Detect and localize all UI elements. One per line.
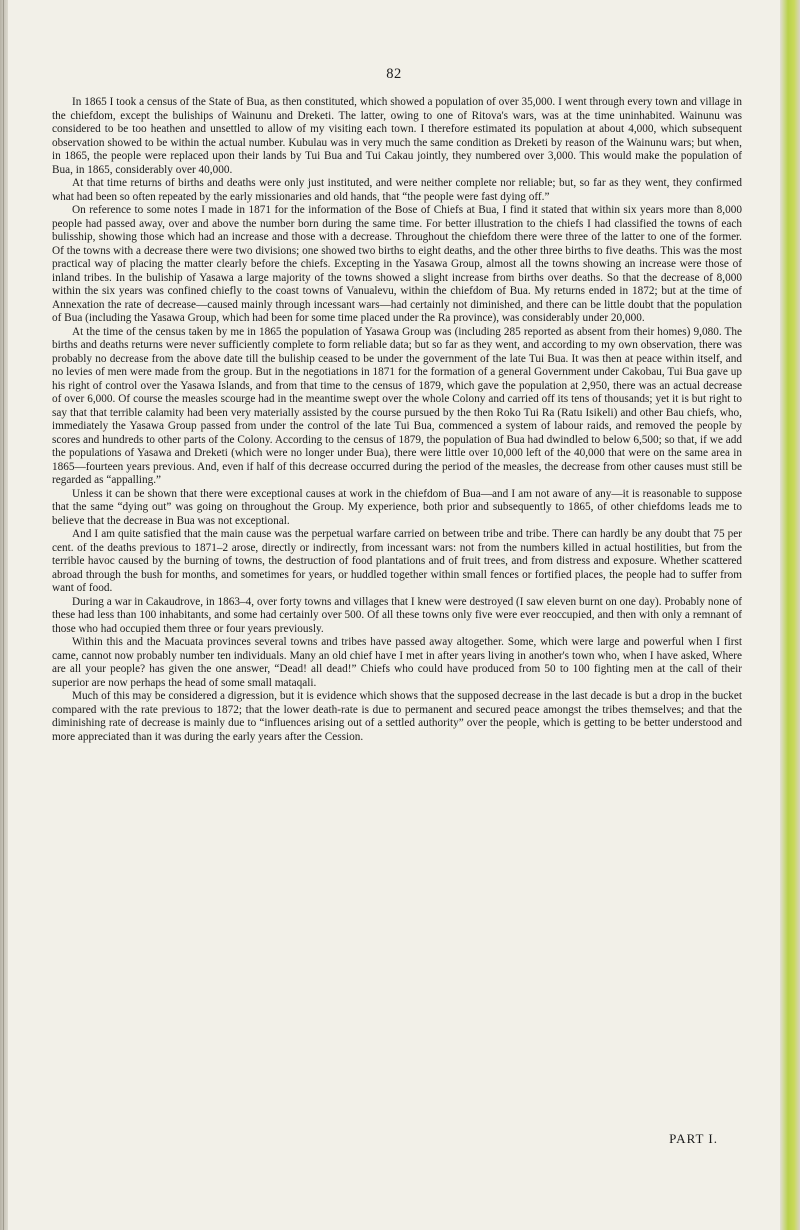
part-label: PART I. [669, 1131, 718, 1146]
paragraph: On reference to some notes I made in 1871 for the information of the Bose of Chiefs at Bua, I find it stated that within six years more than 8,000 people had passed away, over and above the number born during the same time. For better illustration to the chiefs I had classified the towns of each bulisship, showing those which had an increase and those with a decrease. Throughout the chiefdom there were three of the latter to one of the former. Of the towns with a decrease there were two divisions; one showed two births to eight deaths, and the other three births to five deaths. This was the most practical way of placing the matter clearly before the chiefs. Excepting in the Yasawa Group, almost all the towns showing an increase were those of inland tribes. In the buliship of Yasawa a large majority of the towns showed a slight increase from births over deaths. So that the decrease of 8,000 within the six years was confined chiefly to the coast towns of Vanualevu, within the chiefdom of Bua. My returns ended in 1872; but at the time of Annexation the rate of decrease—caused mainly through incessant wars—had certainly not diminished, and there can be little doubt that the population of Bua (including the Yasawa Group, which had been for some time placed under the Ra province), was considerably under 20,000. [52, 204, 742, 324]
paragraph: During a war in Cakaudrove, in 1863–4, over forty towns and villages that I knew were destroyed (I saw eleven burnt on one day). Probably none of these had less than 100 inhabitants, and some had certainly over 500. Of all these towns only five were ever reoccupied, and then with only a remnant of those who had occupied them three or four years previously. [52, 595, 742, 635]
spine-line [3, 0, 4, 1230]
document-page [8, 0, 780, 1230]
paragraph: In 1865 I took a census of the State of Bua, as then constituted, which showed a population of over 35,000. I went through every town and village in the chiefdom, except the buliships of Wainunu and Dreketi. The latter, owing to one of Ritova's wars, was at the time uninhabited. Wainunu was considered to be too heathen and unsettled to allow of my visiting each town. I therefore estimated its population at about 4,000, which subsequent observation showed to be within the actual number. Kubulau was in very much the same condition as Dreketi by reason of the Wainunu wars; but when, in 1865, the people were replaced upon their lands by Tui Bua and Tui Cakau jointly, they numbered over 3,000. This would make the population of Bua, in 1865, considerably over 40,000. [52, 96, 742, 176]
paragraph: And I am quite satisfied that the main cause was the perpetual warfare carried on between tribe and tribe. There can hardly be any doubt that 75 per cent. of the deaths previous to 1871–2 arose, directly or indirectly, from incessant wars: not from the numbers killed in actual hostilities, but from the terrible havoc caused by the burning of towns, the destruction of food plantations and of fruit trees, and from distress and exposure. Whether scattered abroad through the bush for months, and sometimes for years, or huddled together within small fences or fortified places, the people had to suffer from want of food. [52, 528, 742, 594]
page-edge-right [780, 0, 800, 1230]
body-text [52, 96, 742, 744]
paragraph: Within this and the Macuata provinces several towns and tribes have passed away altogether. Some, which were large and powerful when I first came, cannot now probably number ten individuals. Many an old chief have I met in after years living in another's town who, when I have asked, Where are all your people? has given the one answer, “Dead! all dead!” Chiefs who could have produced from 50 to 100 fighting men at the call of their superior are now perhaps the head of some small mataqali. [52, 636, 742, 689]
paragraph: Much of this may be considered a digression, but it is evidence which shows that the supposed decrease in the last decade is but a drop in the bucket compared with the rate previous to 1872; that the lower death-rate is due to permanent and secured peace amongst the tribes themselves; and that the diminishing rate of decrease is mainly due to “influences arising out of a settled authority” over the people, which is getting to be better understood and more appreciated than it was during the early years after the Cession. [52, 690, 742, 743]
page-edge-left [0, 0, 8, 1230]
paragraph: At that time returns of births and deaths were only just instituted, and were neither complete nor reliable; but, so far as they went, they confirmed what had been so often repeated by the early missionaries and old hands, that “the people were fast dying off.” [52, 177, 742, 203]
paragraph: At the time of the census taken by me in 1865 the population of Yasawa Group was (including 285 reported as absent from their homes) 9,080. The births and deaths returns were never sufficiently complete to form reliable data; but so far as they went, and according to my own observation, there was probably no decrease from the above date till the buliship ceased to be under the government of the late Tui Bua. It was then at peace within itself, and no levies of men were made from the group. But in the negotiations in 1871 for the formation of a general Government under Cakobau, Tui Bua gave up his right of control over the Yasawa Islands, and from that time to the census of 1879, which gave the population at 2,950, there was an actual decrease of over 6,000. Of course the measles scourge had in the meantime swept over the whole Colony and carried off its tens of thousands; yet it is but right to say that that terrible calamity had been very materially assisted by the course pursued by the then Roko Tui Ra (Ratu Isikeli) and other Bau chiefs, who, immediately the Yasawa Group passed from under the control of the late Tui Bua, commenced a system of labour raids, and removed the people by scores and hundreds to other parts of the Colony. According to the census of 1879, the population of Bua had dwindled to below 6,500; so that, if we add the populations of Yasawa and Dreketi (which were no longer under Bua), there were little over 10,000 left of the 40,000 that were on the same area in 1865—fourteen years previous. And, even if half of this decrease occurred during the period of the measles, the decrease from other causes must still be regarded as “appalling.” [52, 325, 742, 486]
paragraph: Unless it can be shown that there were exceptional causes at work in the chiefdom of Bua—and I am not aware of any—it is reasonable to suppose that the same “dying out” was going on throughout the Group. My experience, both prior and subsequently to 1865, of other chiefdoms leads me to believe that the decrease in Bua was not exceptional. [52, 487, 742, 527]
page-number: 82 [386, 66, 402, 82]
